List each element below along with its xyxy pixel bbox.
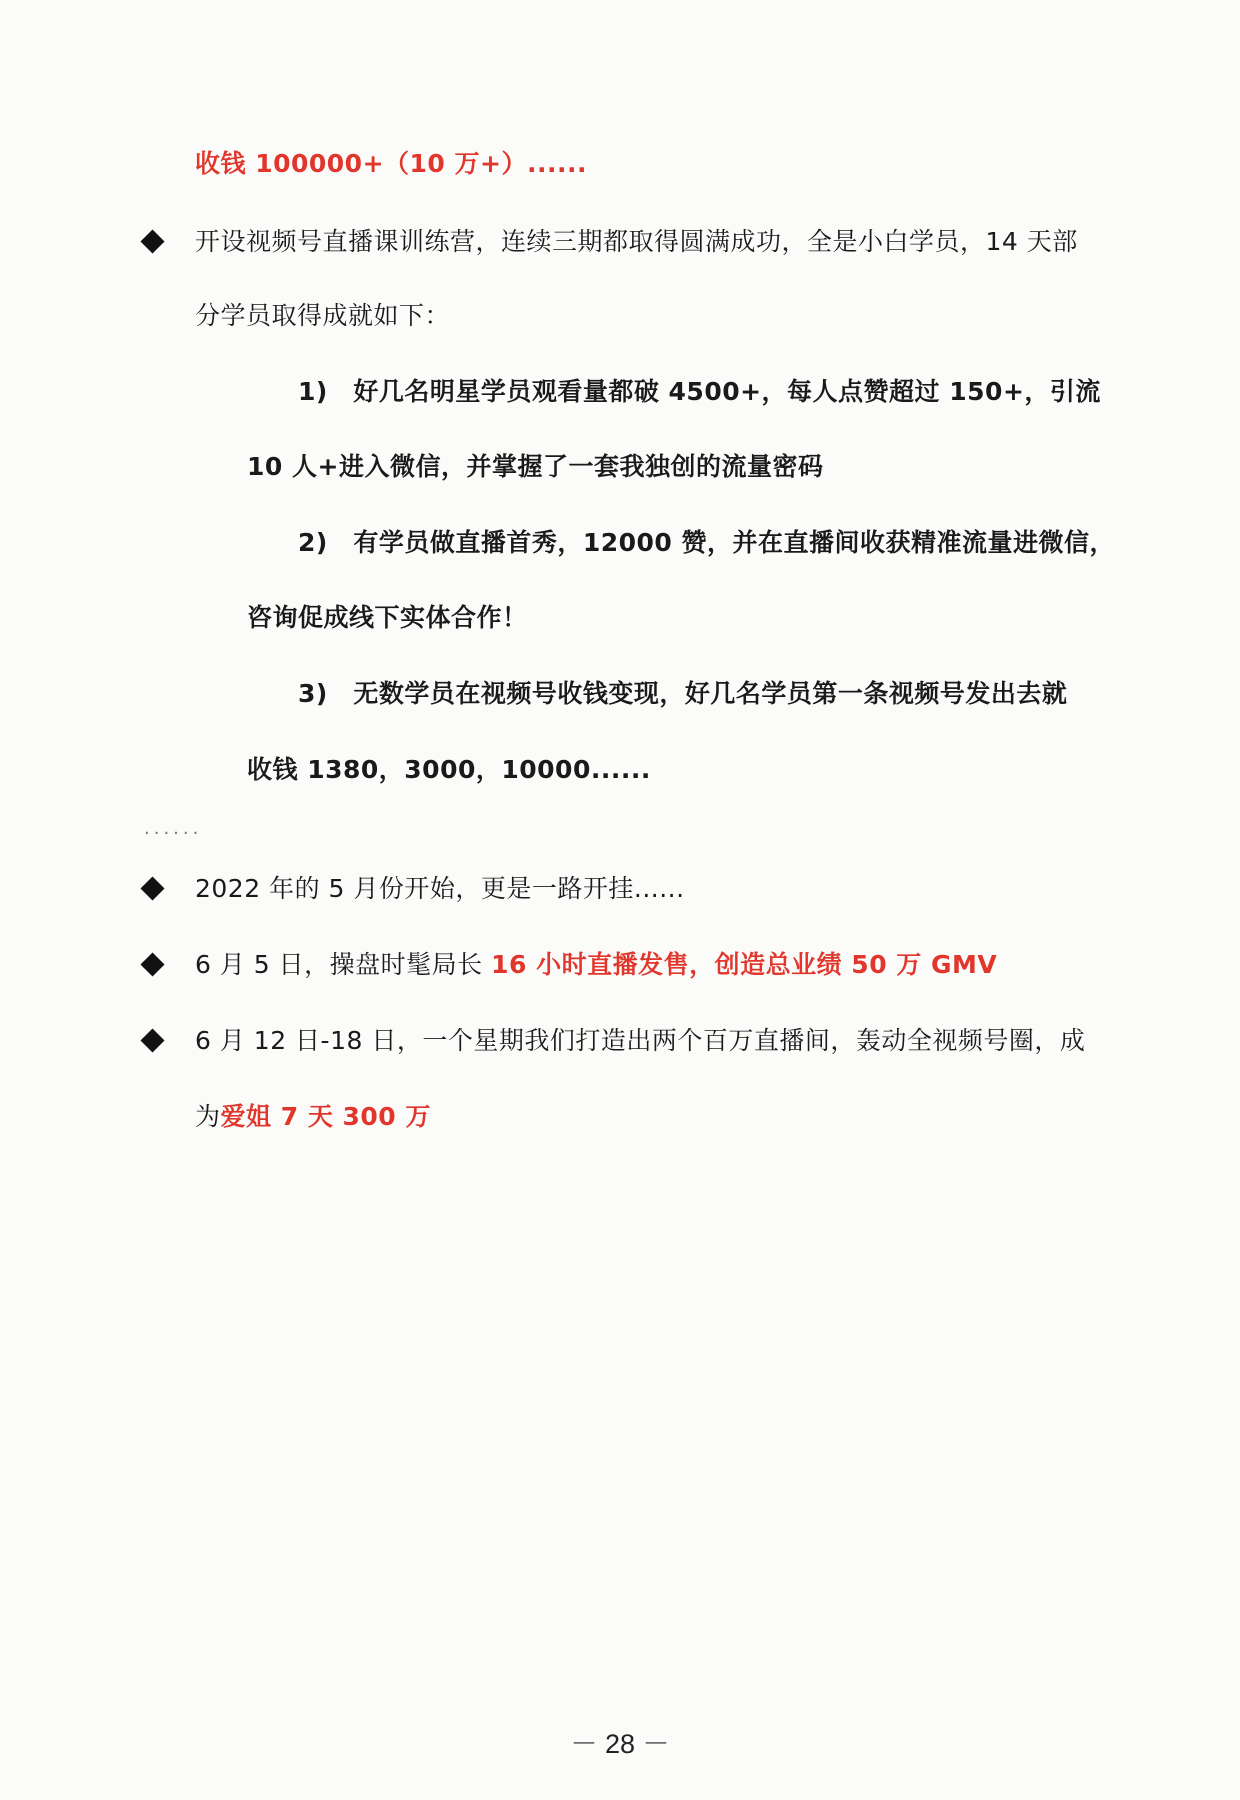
bullet-2-line: 2022 年的 5 月份开始，更是一路开挂......: [195, 874, 685, 903]
bullet-1-line-2: 分学员取得成就如下：: [195, 301, 451, 330]
diamond-bullet-icon: [140, 876, 164, 900]
bullet-3-highlight: 16 小时直播发售，创造总业绩 50 万 GMV: [491, 950, 998, 979]
bullet-3-line: [195, 947, 997, 983]
item-3-line-1: 3) 无数学员在视频号收钱变现，好几名学员第一条视频号发出去就: [298, 679, 1068, 708]
diamond-bullet-icon: [140, 952, 164, 976]
intro-line: 收钱 100000+（10 万+）......: [195, 149, 587, 178]
item-3-line-2: 收钱 1380，3000，10000......: [247, 755, 651, 784]
diamond-bullet-icon: [140, 229, 164, 253]
bullet-4-line-2: [195, 1099, 431, 1135]
item-2-line-1: 2) 有学员做直播首秀，12000 赞，并在直播间收获精准流量进微信，: [298, 528, 1116, 557]
diamond-bullet-icon: [140, 1028, 164, 1052]
item-1-line-2: 10 人+进入微信，并掌握了一套我独创的流量密码: [247, 452, 824, 481]
bullet-3-text: 6 月 5 日，操盘时髦局长: [195, 950, 492, 979]
bullet-4-text: 为: [195, 1102, 221, 1131]
ellipsis-divider: ......: [144, 818, 203, 839]
bullet-4-highlight: 爱姐 7 天 300 万: [220, 1102, 431, 1131]
item-1-line-1: 1) 好几名明星学员观看量都破 4500+，每人点赞超过 150+，引流: [298, 377, 1101, 406]
item-2-line-2: 咨询促成线下实体合作！: [247, 603, 528, 632]
bullet-4-line-1: 6 月 12 日-18 日，一个星期我们打造出两个百万直播间，轰动全视频号圈，成: [195, 1026, 1086, 1055]
page-number: － 28 －: [570, 1729, 670, 1759]
bullet-1-line-1: 开设视频号直播课训练营，连续三期都取得圆满成功，全是小白学员，14 天部: [195, 227, 1078, 256]
